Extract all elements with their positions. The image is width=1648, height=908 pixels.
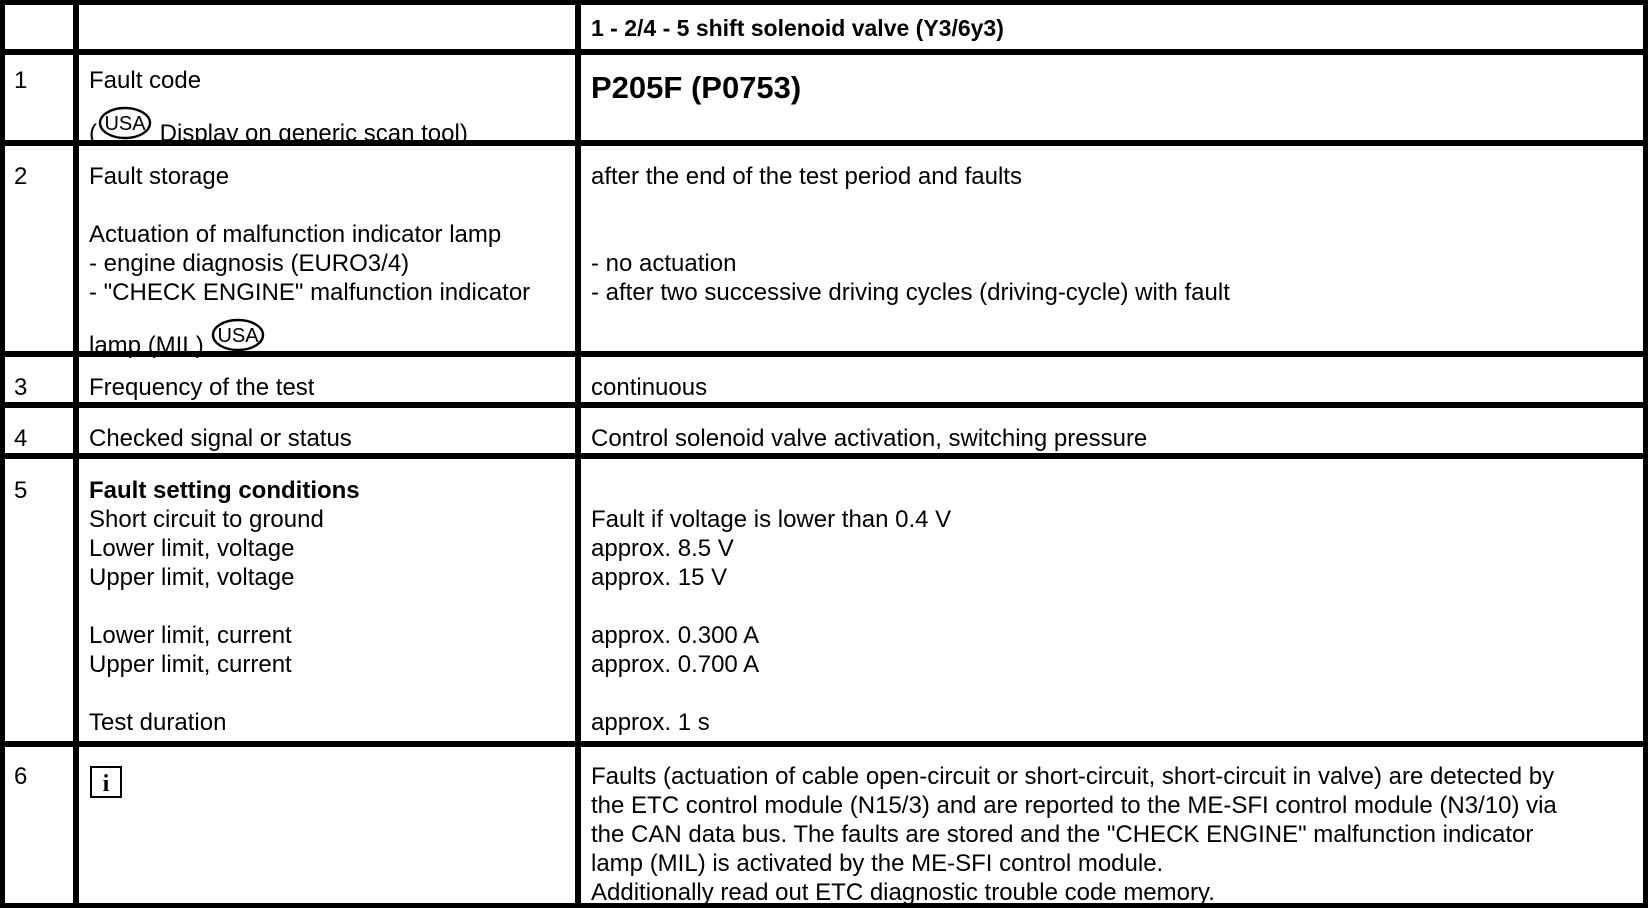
value-text: approx. 1 s bbox=[591, 709, 710, 736]
spacer bbox=[591, 679, 951, 708]
note-line: the ETC control module (N15/3) and are reported to the ME-SFI control module (N3/10) via bbox=[591, 792, 1557, 819]
info-icon bbox=[90, 766, 122, 798]
value-text: approx. 0.700 A bbox=[591, 651, 760, 678]
label-text: - "CHECK ENGINE" malfunction indicator bbox=[89, 279, 531, 306]
label-text: Upper limit, current bbox=[89, 651, 292, 678]
info-cell bbox=[90, 762, 122, 805]
spacer bbox=[89, 191, 530, 220]
frequency-value: continuous bbox=[591, 374, 708, 401]
fault-storage-values bbox=[591, 162, 1230, 307]
label-text: Actuation of malfunction indicator lamp bbox=[89, 221, 502, 248]
row-number: 2 bbox=[14, 163, 28, 190]
note-line: lamp (MIL) is activated by the ME-SFI control module. bbox=[591, 850, 1164, 877]
label-text: Display on generic scan tool) bbox=[153, 120, 468, 147]
fault-code-label bbox=[89, 66, 468, 148]
checked-signal-value: Control solenoid valve activation, switching pressure bbox=[591, 425, 1148, 452]
rule bbox=[575, 0, 581, 908]
lamp-line bbox=[89, 321, 530, 360]
value-text: approx. 8.5 V bbox=[591, 535, 734, 562]
note-line: the CAN data bus. The faults are stored and the "CHECK ENGINE" malfunction indicator bbox=[591, 821, 1534, 848]
usa-badge-text: USA bbox=[217, 325, 259, 347]
usa-badge-icon bbox=[210, 321, 266, 355]
rule bbox=[1643, 0, 1648, 908]
fault-code-value: P205F (P0753) bbox=[591, 70, 802, 105]
value-text: Fault if voltage is lower than 0.4 V bbox=[591, 506, 952, 533]
row-number: 5 bbox=[14, 477, 28, 504]
row-number: 4 bbox=[14, 425, 28, 452]
value-text: approx. 15 V bbox=[591, 564, 728, 591]
value-text: after the end of the test period and faults bbox=[591, 163, 1022, 190]
paren-open: ( bbox=[89, 120, 97, 147]
note-line: Faults (actuation of cable open-circuit or short-circuit, short-circuit in valve) are detected by bbox=[591, 763, 1555, 790]
spacer bbox=[89, 592, 360, 621]
spacer bbox=[89, 679, 360, 708]
label-text: Lower limit, current bbox=[89, 622, 292, 649]
fault-setting-values bbox=[591, 476, 951, 737]
row-number: 1 bbox=[14, 67, 28, 94]
rule bbox=[0, 0, 1648, 5]
header-title: 1 - 2/4 - 5 shift solenoid valve (Y3/6y3) bbox=[591, 15, 1004, 41]
spacer bbox=[591, 220, 1230, 249]
usa-badge-text: USA bbox=[104, 113, 146, 135]
label-text: Short circuit to ground bbox=[89, 506, 324, 533]
note-line: Additionally read out ETC diagnostic trouble code memory. bbox=[591, 879, 1215, 906]
label-text: Lower limit, voltage bbox=[89, 535, 295, 562]
row-number: 3 bbox=[14, 374, 28, 401]
rule bbox=[0, 453, 1648, 459]
value-text: - no actuation bbox=[591, 250, 737, 277]
section-heading: Fault setting conditions bbox=[89, 477, 360, 504]
rule bbox=[73, 0, 79, 908]
rule bbox=[0, 402, 1648, 408]
checked-signal-label: Checked signal or status bbox=[89, 425, 352, 452]
label-text: Fault storage bbox=[89, 163, 230, 190]
rule bbox=[0, 0, 5, 908]
rule bbox=[0, 741, 1648, 747]
label-text: lamp (MIL) bbox=[89, 332, 211, 359]
info-icon-text: i bbox=[102, 771, 110, 796]
value-text: approx. 0.300 A bbox=[591, 622, 760, 649]
label-text: - engine diagnosis (EURO3/4) bbox=[89, 250, 410, 277]
usa-badge-icon bbox=[97, 109, 153, 143]
label-text: Fault code bbox=[89, 67, 202, 94]
row-number: 6 bbox=[14, 763, 28, 790]
spacer bbox=[591, 476, 951, 505]
rule bbox=[0, 49, 1648, 55]
fault-storage-labels bbox=[89, 162, 530, 360]
value-text: - after two successive driving cycles (driving-cycle) with fault bbox=[591, 279, 1230, 306]
note-text bbox=[591, 762, 1557, 907]
label-text: Test duration bbox=[89, 709, 227, 736]
spacer bbox=[591, 592, 951, 621]
fault-setting-labels bbox=[89, 476, 360, 737]
label-text: Upper limit, voltage bbox=[89, 564, 295, 591]
spacer bbox=[591, 191, 1230, 220]
generic-scan-note bbox=[89, 109, 468, 148]
frequency-label: Frequency of the test bbox=[89, 374, 315, 401]
